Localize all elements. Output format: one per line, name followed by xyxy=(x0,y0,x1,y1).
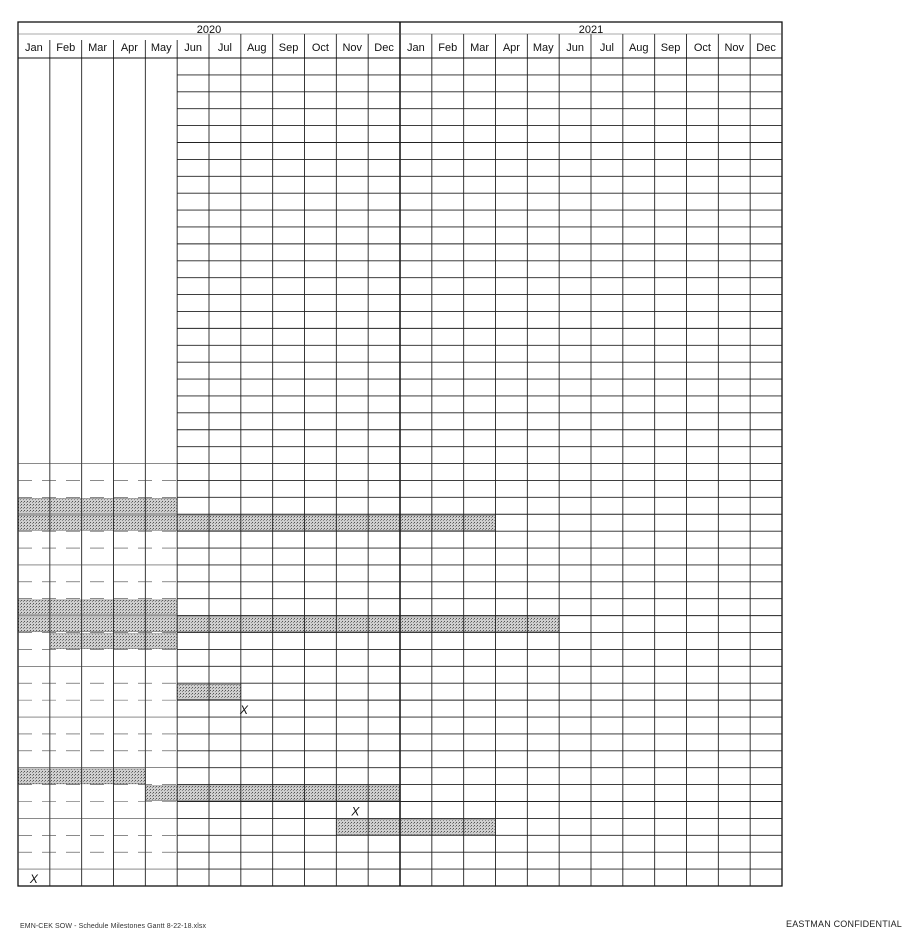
milestone-marker: X xyxy=(29,872,38,886)
month-label: Nov xyxy=(342,42,363,54)
year-label: 2021 xyxy=(578,24,604,36)
grid-layer xyxy=(18,22,782,886)
milestone-marker: X xyxy=(240,703,249,718)
year-label: 2020 xyxy=(196,24,222,36)
month-label: Oct xyxy=(693,42,711,54)
month-label: Sep xyxy=(278,42,299,54)
month-label: Feb xyxy=(438,42,458,54)
month-label: Jul xyxy=(599,42,614,54)
month-label: Feb xyxy=(56,42,76,54)
month-label: Aug xyxy=(628,42,649,54)
month-label: Dec xyxy=(374,42,394,54)
month-label: Nov xyxy=(724,42,745,54)
month-label: Mar xyxy=(470,42,490,54)
footer-confidential: EASTMAN CONFIDENTIAL xyxy=(786,919,903,929)
month-label: Apr xyxy=(120,42,138,54)
month-label: Mar xyxy=(88,42,108,54)
month-label: Jan xyxy=(25,42,43,54)
month-label: Jun xyxy=(566,42,584,54)
month-label: Oct xyxy=(311,42,329,54)
milestone-marker: X xyxy=(351,804,360,819)
gantt-bar xyxy=(18,499,177,514)
gantt-bar xyxy=(18,600,177,615)
month-label: Aug xyxy=(246,42,267,54)
month-label: Dec xyxy=(756,42,776,54)
gantt-bar xyxy=(18,515,496,530)
month-label: Jan xyxy=(407,42,425,54)
month-label: Sep xyxy=(660,42,681,54)
month-label: Apr xyxy=(502,42,520,54)
month-label: Jul xyxy=(217,42,232,54)
month-label: Jun xyxy=(184,42,202,54)
month-label: May xyxy=(532,42,554,54)
month-label: May xyxy=(150,42,172,54)
footer-filename: EMN-CEK SOW - Schedule Milestones Gantt 8-22-18.xlsx xyxy=(20,923,207,930)
gantt-bar xyxy=(18,617,559,632)
gantt-bar xyxy=(336,820,495,835)
